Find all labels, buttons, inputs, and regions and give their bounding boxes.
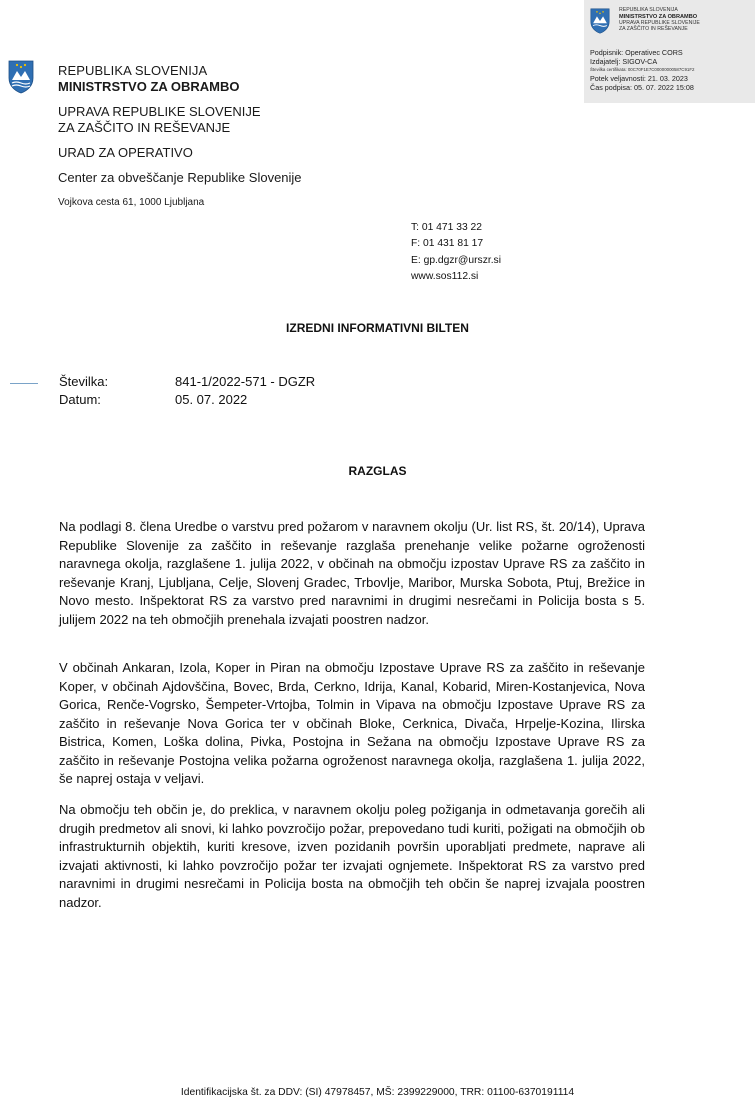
signature-time: Čas podpisa: 05. 07. 2022 15:08 (590, 83, 694, 92)
signature-cert-number: Številka certifikata: 00C70F1E7C00000000587C91F2 (590, 67, 695, 72)
letterhead-center: Center za obveščanje Republike Slovenije (58, 170, 302, 185)
reference-number-value: 841-1/2022-571 - DGZR (175, 374, 316, 389)
coat-of-arms-icon (590, 8, 610, 34)
coat-of-arms-icon (8, 60, 34, 94)
signature-issuer: Izdajatelj: SIGOV-CA (590, 57, 658, 66)
letterhead-ministry: MINISTRSTVO ZA OBRAMBO (58, 79, 240, 94)
reference-number-label: Številka: (59, 374, 109, 389)
contact-website[interactable]: www.sos112.si (411, 271, 479, 282)
letterhead-admin-line1: UPRAVA REPUBLIKE SLOVENIJE (58, 104, 261, 119)
fold-mark (10, 383, 38, 384)
signature-validity: Potek veljavnosti: 21. 03. 2023 (590, 74, 688, 83)
letterhead-address: Vojkova cesta 61, 1000 Ljubljana (58, 197, 205, 208)
digital-signature-box (584, 0, 755, 103)
signature-header-admin-line1: UPRAVA REPUBLIKE SLOVENIJE (619, 20, 700, 26)
contact-email[interactable]: E: gp.dgzr@urszr.si (411, 255, 501, 266)
signature-header-ministry: MINISTRSTVO ZA OBRAMBO (619, 14, 698, 20)
signature-header-republic: REPUBLIKA SLOVENIJA (619, 7, 678, 13)
reference-date-label: Datum: (59, 392, 101, 407)
letterhead-admin-line2: ZA ZAŠČITO IN REŠEVANJE (58, 120, 231, 135)
signature-signer: Podpisnik: Operativec CORS (590, 48, 683, 57)
body-paragraph: V občinah Ankaran, Izola, Koper in Piran na območju Izpostave Uprave RS za zaščito in reševanje Koper, v občinah Ajdovščina, Bovec, Brda, Cerkno, Idrija, Kanal, Kobarid, Miren-Kostanjevica, Nova Gorica, Renče-Vogrsko, Šempeter-Vrtojba, Tolmin in Vipava na območju Izpostave Uprave RS za zaščito in reševanje Nova Gorica ter v občinah Bloke, Cerknica, Divača, Hrpelje-Kozina, Ilirska Bistrica, Komen, Loška dolina, Pivka, Postojna in Sežana na območju Izpostave Uprave RS za zaščito in reševanje Postojna velika požarna ogroženost naravnega okolja, razglašena 1. julija 2022, še naprej ostaja v veljavi. (59, 660, 645, 786)
reference-date-value: 05. 07. 2022 (175, 392, 248, 407)
document-heading: RAZGLAS (348, 464, 407, 478)
bulletin-title: IZREDNI INFORMATIVNI BILTEN (286, 321, 469, 335)
contact-phone: T: 01 471 33 22 (411, 222, 482, 233)
contact-fax: F: 01 431 81 17 (411, 238, 484, 249)
letterhead-office: URAD ZA OPERATIVO (58, 145, 193, 160)
body-paragraph: Na podlagi 8. člena Uredbe o varstvu pred požarom v naravnem okolju (Ur. list RS, št. 20/14), Uprava Republike Slovenije za zaščito in reševanje razglaša prenehanje velike požarne ogroženosti naravnega okolja, razglašene 1. julija 2022, v občinah na območju izpostav Uprave RS za zaščito in reševanje Kranj, Ljubljana, Celje, Slovenj Gradec, Trbovlje, Maribor, Murska Sobota, Ptuj, Brežice in Novo mesto. Inšpektorat RS za varstvo pred naravnimi in drugimi nesrečami in Policija bosta s 5. julijem 2022 na teh območjih prenehala izvajati poostren nadzor. (59, 519, 645, 627)
signature-header-admin (619, 21, 700, 32)
signature-header-admin-line2: ZA ZAŠČITO IN REŠEVANJE (619, 25, 688, 32)
letterhead-republic: REPUBLIKA SLOVENIJA (58, 63, 208, 78)
body-paragraph: Na območju teh občin je, do preklica, v naravnem okolju poleg požiganja in odmetavanja gorečih ali drugih predmetov ali snovi, ki lahko povzročijo požar, prepovedano tudi kuriti, požigati na območjih ob infrastrukturnih objektih, kuriti kresove, izven pozidanih površin uporabljati predmete, naprave ali izvajati aktivnosti, ki lahko povzročijo požar ter izvajati ognjemete. Inšpektorat RS za varstvo pred naravnimi in drugimi nesrečami in Policija bosta na območjih teh občin še naprej izvajala poostren nadzor. (59, 802, 645, 910)
footer-company-ids: Identifikacijska št. za DDV: (SI) 47978457, MŠ: 2399229000, TRR: 01100-6370191114 (180, 1087, 575, 1098)
